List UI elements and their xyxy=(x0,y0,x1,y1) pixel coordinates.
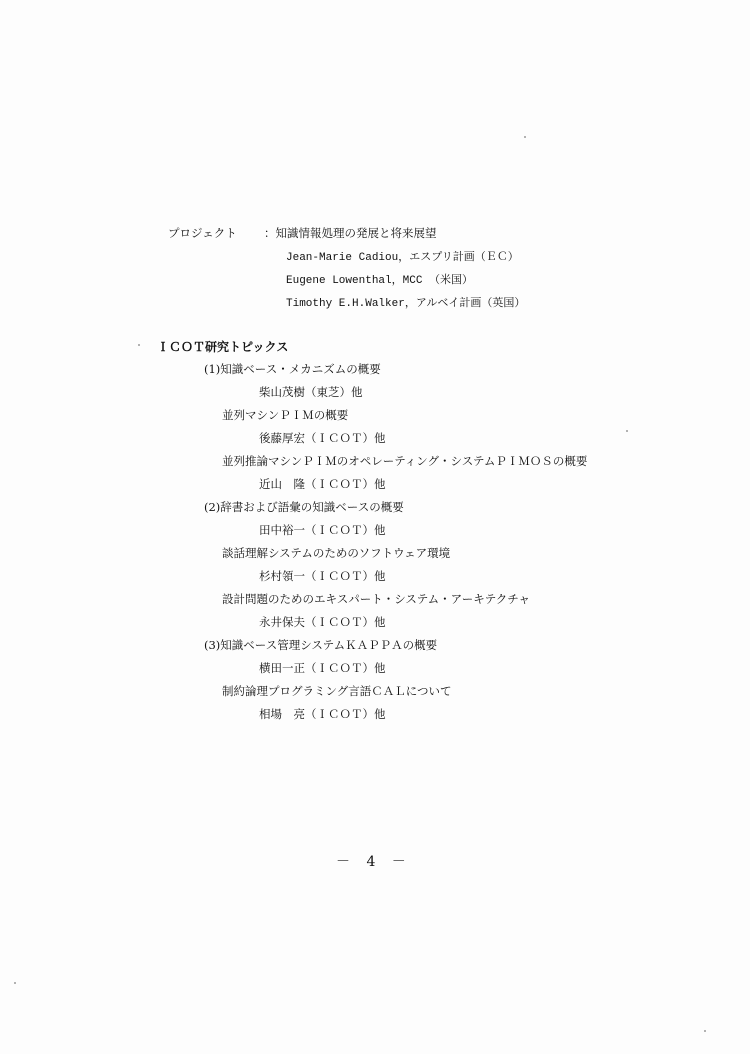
page-number: － 4 － xyxy=(336,854,412,870)
scan-speck xyxy=(14,982,16,984)
topic-author-3: 近山 隆（ＩＣＯＴ）他 xyxy=(259,477,386,491)
topic-author-5: 杉村領一（ＩＣＯＴ）他 xyxy=(259,569,386,583)
topic-title-8: 制約論理プログラミング言語ＣＡＬについて xyxy=(222,684,452,698)
scan-speck xyxy=(138,344,140,346)
topic-author-1: 柴山茂樹（東芝）他 xyxy=(259,385,363,399)
topic-author-8: 相場 亮（ＩＣＯＴ）他 xyxy=(259,707,386,721)
speaker-2: Eugene Lowenthal，MCC （米国） xyxy=(286,275,474,287)
topic-author-2: 後藤厚宏（ＩＣＯＴ）他 xyxy=(259,431,386,445)
topic-author-7: 横田一正（ＩＣＯＴ）他 xyxy=(259,661,386,675)
topic-title-5: 談話理解システムのためのソフトウェア環境 xyxy=(222,546,451,560)
speaker-1: Jean-Marie Cadiou，エスプリ計画（ＥＣ） xyxy=(286,252,519,264)
scan-speck xyxy=(626,430,628,432)
scan-speck xyxy=(704,1030,706,1032)
speaker-3: Timothy E.H.Walker，アルベイ計画（英国） xyxy=(286,298,526,310)
project-title: ：知識情報処理の発展と将来展望 xyxy=(264,226,437,240)
topic-title-6: 設計問題のためのエキスパート・システム・アーキテクチャ xyxy=(222,592,530,606)
topic-title-7: (3)知識ベース管理システムＫＡＰＰＡの概要 xyxy=(204,638,438,652)
topic-author-6: 永井保夫（ＩＣＯＴ）他 xyxy=(259,615,386,629)
topic-title-2: 並列マシンＰＩＭの概要 xyxy=(222,408,349,422)
icot-heading: ＩＣＯＴ研究トピックス xyxy=(157,340,289,354)
scan-speck xyxy=(524,136,526,138)
topic-title-1: (1)知識ベース・メカニズムの概要 xyxy=(204,362,381,376)
topic-title-4: (2)辞書および語彙の知識ベースの概要 xyxy=(204,500,404,514)
topic-title-3: 並列推論マシンＰＩＭのオペレーティング・システムＰＩＭＯＳの概要 xyxy=(222,454,588,468)
topic-author-4: 田中裕一（ＩＣＯＴ）他 xyxy=(259,523,386,537)
project-label: プロジェクト xyxy=(168,226,237,240)
